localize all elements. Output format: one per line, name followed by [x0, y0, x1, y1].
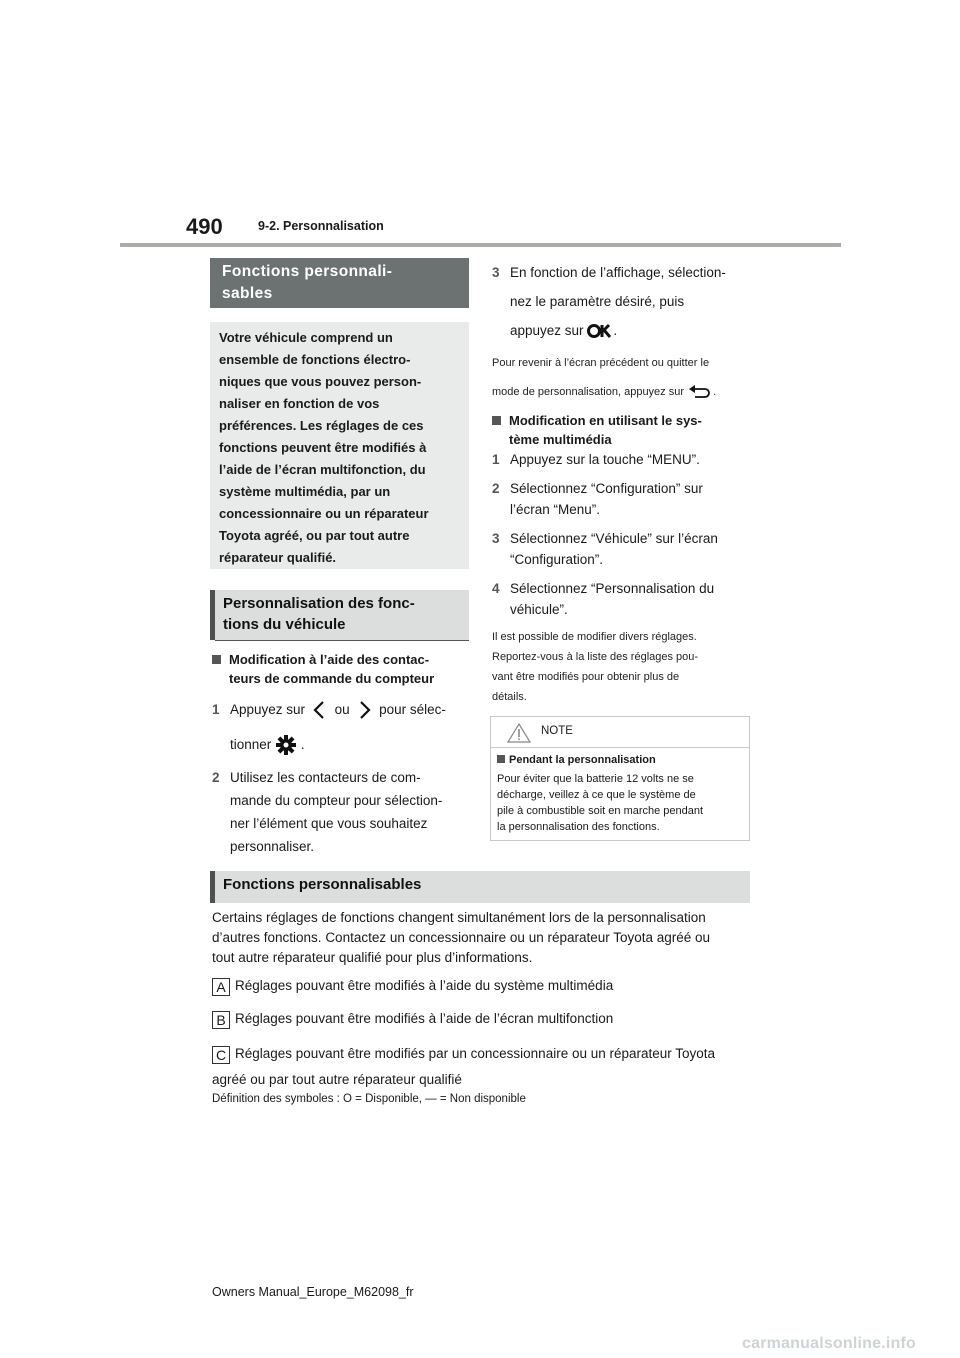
chevron-right-icon — [353, 699, 375, 721]
intro-box — [210, 322, 469, 569]
step-number: 3 — [492, 531, 500, 546]
step-text: l’écran “Menu”. — [510, 502, 601, 517]
fonctions-personnalisables-heading — [210, 258, 469, 308]
note-line: la personnalisation des fonctions. — [497, 821, 660, 833]
section-rule — [215, 640, 469, 641]
intro-line: l’aide de l’écran multifonction, du — [219, 462, 426, 477]
step-number: 2 — [492, 481, 500, 496]
step-number: 1 — [212, 702, 220, 717]
legend-text: Réglages pouvant être modifiés à l’aide du système multimédia — [235, 978, 614, 993]
step-number: 2 — [212, 770, 220, 785]
subtitle-line: tème multimédia — [509, 432, 612, 447]
step-2 — [212, 766, 472, 858]
intro-line: niques que vous pouvez person- — [219, 374, 422, 389]
watermark: carmanualsonline.info — [742, 1335, 917, 1352]
intro-line: système multimédia, par un — [219, 484, 391, 499]
legend-letter-box: A — [212, 978, 230, 996]
step-text: pour sélec- — [379, 702, 446, 717]
step-text: mande du compteur pour sélection- — [230, 793, 443, 808]
ok-icon — [587, 323, 613, 339]
intro-line: réparateur qualifié. — [219, 550, 337, 565]
note-line: . — [713, 386, 717, 398]
step-text: Appuyez sur la touche “MENU”. — [510, 452, 700, 467]
info-line: Il est possible de modifier divers réglages. — [492, 631, 697, 643]
step-text: En fonction de l’affichage, sélection- — [510, 265, 726, 280]
personnalisation-heading — [210, 590, 469, 640]
gear-icon — [275, 734, 297, 756]
intro-line: Toyota agréé, ou par tout autre — [219, 528, 410, 543]
legend-letter-box: C — [212, 1046, 230, 1064]
back-arrow-icon — [687, 384, 713, 400]
step-text: Appuyez sur — [230, 702, 306, 717]
para-line: d’autres fonctions. Contactez un concessionnaire ou un réparateur Toyota agréé ou — [212, 930, 711, 945]
legend-text: Réglages pouvant être modifiés à l’aide de l’écran multifonction — [235, 1011, 614, 1026]
para-line: tout autre réparateur qualifié pour plus d’informations. — [212, 950, 533, 965]
page-number: 490 — [186, 214, 223, 239]
heading-line: sables — [222, 285, 273, 302]
note-line: Pour éviter que la batterie 12 volts ne se — [497, 773, 694, 785]
info-line: détails. — [492, 691, 527, 703]
heading-line: Fonctions personnali- — [222, 263, 393, 280]
legend-text: Réglages pouvant être modifiés par un concessionnaire ou un réparateur Toyota — [235, 1046, 716, 1061]
step-text: “Configuration”. — [510, 552, 604, 567]
intro-line: Votre véhicule comprend un — [219, 330, 393, 345]
square-bullet-icon — [212, 655, 221, 664]
section-title: 9-2. Personnalisation — [258, 219, 384, 233]
intro-line: ensemble de fonctions électro- — [219, 352, 411, 367]
step-text: nez le paramètre désiré, puis — [510, 294, 685, 309]
legend-c — [212, 1041, 752, 1093]
para-line: Certains réglages de fonctions changent simultanément lors de la personnalisation — [212, 910, 706, 925]
step-text: Sélectionnez “Personnalisation du — [510, 581, 715, 596]
step-text: Sélectionnez “Véhicule” sur l’écran — [510, 531, 718, 546]
info-line: Reportez-vous à la liste des réglages pou- — [492, 651, 699, 663]
m-step — [492, 528, 752, 570]
subtitle-line: teurs de commande du compteur — [229, 671, 435, 686]
step-number: 3 — [492, 265, 500, 280]
compteur-subsection-title — [212, 650, 472, 688]
note-title: Pendant la personnalisation — [509, 754, 656, 766]
heading-line: Personnalisation des fonc- — [223, 595, 415, 612]
note-line: mode de personnalisation, appuyez sur — [492, 386, 685, 398]
chevron-left-icon — [309, 699, 331, 721]
warning-triangle-icon — [507, 723, 531, 743]
return-note — [492, 349, 752, 407]
note-body — [491, 748, 749, 835]
square-bullet-icon — [492, 416, 501, 425]
intro-line: fonctions peuvent être modifiés à — [219, 440, 427, 455]
note-line: décharge, veillez à ce que le système de — [497, 789, 696, 801]
step-text: . — [300, 737, 305, 752]
legend-text: agréé ou par tout autre réparateur qualifié — [212, 1072, 462, 1087]
step-text: personnaliser. — [230, 839, 315, 854]
subtitle-line: Modification à l’aide des contac- — [229, 652, 430, 667]
info-line: vant être modifiés pour obtenir plus de — [492, 671, 680, 683]
step-text: ner l’élément que vous souhaitez — [230, 816, 428, 831]
step-3 — [492, 258, 752, 345]
m-step — [492, 478, 752, 520]
step-text: . — [613, 323, 618, 338]
note-line: pile à combustible soit en marche pendant — [497, 805, 704, 817]
intro-line: concessionnaire ou un réparateur — [219, 506, 429, 521]
intro-line: naliser en fonction de vos — [219, 396, 380, 411]
square-bullet-icon — [497, 755, 505, 763]
info-text — [492, 627, 752, 707]
heading-line: tions du véhicule — [223, 616, 346, 633]
legend-b — [212, 1008, 752, 1030]
multimedia-subsection-title — [492, 411, 752, 449]
note-header — [491, 717, 749, 748]
note-box — [490, 716, 750, 841]
step-1 — [212, 698, 472, 721]
intro-paragraph — [212, 908, 752, 968]
legend-letter-box: B — [212, 1011, 230, 1029]
step-text: ou — [334, 702, 350, 717]
footer-text: Owners Manual_Europe_M62098_fr — [212, 1285, 414, 1299]
m-step — [492, 578, 752, 620]
step-1-continued — [230, 733, 305, 756]
note-label: NOTE — [541, 725, 573, 737]
fonctions-personnalisables-section-heading: Fonctions personnalisables — [210, 871, 750, 903]
step-text: Utilisez les contacteurs de com- — [230, 770, 421, 785]
step-text: tionner — [230, 737, 272, 752]
legend-a — [212, 975, 752, 997]
step-text: Sélectionnez “Configuration” sur — [510, 481, 703, 496]
header-rule — [120, 243, 841, 247]
subtitle-line: Modification en utilisant le sys- — [509, 413, 702, 428]
intro-line: préférences. Les réglages de ces — [219, 418, 424, 433]
note-line: Pour revenir à l’écran précédent ou quitter le — [492, 357, 710, 369]
symbols-definition: Définition des symboles : O = Disponible, — = Non disponible — [212, 1093, 526, 1105]
step-text: appuyez sur — [510, 323, 584, 338]
step-number: 4 — [492, 581, 500, 596]
multimedia-steps — [492, 449, 752, 620]
m-step — [492, 449, 752, 470]
step-number: 1 — [492, 452, 500, 467]
step-text: véhicule”. — [510, 602, 568, 617]
